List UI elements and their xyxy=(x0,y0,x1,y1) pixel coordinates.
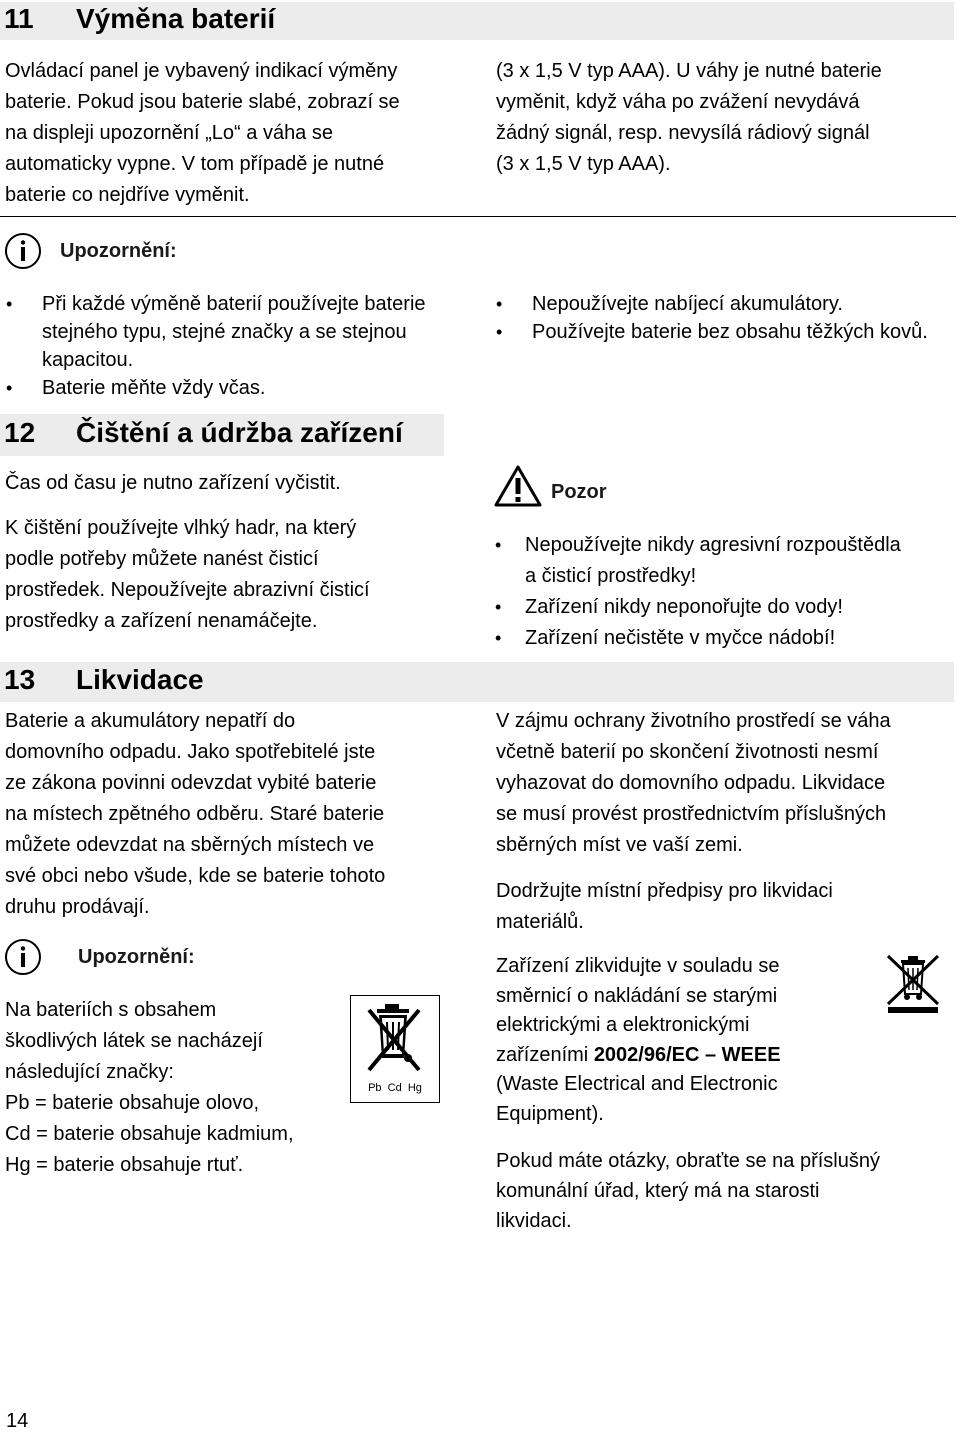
text-line: komunální úřad, který má na starosti xyxy=(496,1180,820,1202)
section-12-heading xyxy=(4,417,403,449)
text-line: elektrickými a elektronickými xyxy=(496,1014,750,1036)
list-item: • Při každé výměně baterií používejte baterie stejného typu, stejné značky a se stejnou kapacitou. xyxy=(6,290,436,374)
text-line: směrnicí o nakládání se starými xyxy=(496,984,778,1007)
text-line: baterie. Pokud jsou baterie slabé, zobrazí se xyxy=(5,91,400,113)
text-line: domovního odpadu. Jako spotřebitelé jste xyxy=(5,741,376,763)
section-13-heading xyxy=(4,664,204,696)
s13-right-paragraph-1 xyxy=(496,706,956,861)
text-line: žádný signál, resp. nevysílá rádiový signál xyxy=(496,122,870,144)
text-line: V zájmu ochrany životního prostředí se váha xyxy=(496,710,891,732)
crossed-bin-icon xyxy=(351,998,439,1078)
note1-right-list xyxy=(496,290,946,346)
s11-left-paragraph xyxy=(5,56,475,211)
s13-right-paragraph-4 xyxy=(496,1146,956,1236)
text-line: škodlivých látek se nacházejí xyxy=(5,1030,263,1052)
section-number: 13 xyxy=(4,664,36,695)
text-line: (3 x 1,5 V typ AAA). xyxy=(496,153,671,175)
text-line: Ovládací panel je vybavený indikací výměny xyxy=(5,60,398,82)
battery-disposal-symbol xyxy=(350,995,440,1103)
text-line: automaticky vypne. V tom případě je nutné xyxy=(5,153,385,175)
section-11-heading xyxy=(4,3,275,35)
text-span: zařízeními xyxy=(496,1043,594,1066)
text-line: včetně baterií po skončení životnosti nesmí xyxy=(496,741,879,763)
warning-list xyxy=(495,530,915,654)
horizontal-rule xyxy=(0,216,956,217)
battery-symbol-text: Pb Cd Hg xyxy=(368,1082,422,1094)
text-line: na místech zpětného odběru. Staré baterie xyxy=(5,803,385,825)
section-title: Výměna baterií xyxy=(76,3,276,34)
note-label: Upozornění: xyxy=(78,946,195,968)
text-line: Baterie a akumulátory nepatří do xyxy=(5,710,296,732)
text-line: podle potřeby můžete nanést čisticí xyxy=(5,548,319,570)
warning-icon xyxy=(493,464,543,508)
list-item: • Zařízení nikdy neponořujte do vody! xyxy=(495,592,915,623)
text-line: materiálů. xyxy=(496,911,584,933)
section-number: 11 xyxy=(4,3,34,34)
s13-note-paragraph xyxy=(5,995,350,1181)
section-title: Čištění a údržba zařízení xyxy=(76,417,403,448)
s13-left-paragraph xyxy=(5,706,475,923)
s13-right-paragraph-2 xyxy=(496,876,956,938)
text-line: následující značky: xyxy=(5,1061,174,1083)
list-item: • Baterie měňte vždy včas. xyxy=(6,374,436,402)
text-line: Pokud máte otázky, obraťte se na příslušný xyxy=(496,1150,880,1172)
text-line: Equipment). xyxy=(496,1102,604,1125)
section-title: Likvidace xyxy=(76,664,204,695)
text-line: (3 x 1,5 V typ AAA). U váhy je nutné baterie xyxy=(496,60,882,82)
text-line: Pb = baterie obsahuje olovo, xyxy=(5,1092,260,1114)
text-line: prostředky a zařízení nenamáčejte. xyxy=(5,610,318,632)
text-line: Na bateriích s obsahem xyxy=(5,999,217,1021)
note-label: Upozornění: xyxy=(60,240,177,262)
text-line: druhu prodávají. xyxy=(5,896,150,918)
text-line: Cd = baterie obsahuje kadmium, xyxy=(5,1123,294,1145)
info-icon xyxy=(4,232,42,270)
text-line: sběrných míst ve vaší zemi. xyxy=(496,834,743,856)
section-number: 12 xyxy=(4,417,36,448)
note1-left-list xyxy=(6,290,436,402)
page-number: 14 xyxy=(6,1410,29,1432)
text-line: ze zákona povinni odevzdat vybité baterie xyxy=(5,772,377,794)
s12-paragraph-1: Čas od času je nutno zařízení vyčistit. xyxy=(5,472,341,494)
s13-weee-paragraph xyxy=(496,952,876,1129)
text-line: vyměnit, když váha po zvážení nevydává xyxy=(496,91,860,113)
text-line: Hg = baterie obsahuje rtuť. xyxy=(5,1154,244,1176)
text-line: své obci nebo všude, kde se baterie tohoto xyxy=(5,865,386,887)
text-line: baterie co nejdříve vyměnit. xyxy=(5,184,250,206)
s11-right-paragraph xyxy=(496,56,956,180)
text-line: prostředek. Nepoužívejte abrazivní čisticí xyxy=(5,579,370,601)
text-line: K čištění používejte vlhký hadr, na který xyxy=(5,517,357,539)
text-line: Zařízení zlikvidujte v souladu se xyxy=(496,955,780,977)
list-item: • Zařízení nečistěte v myčce nádobí! xyxy=(495,623,915,654)
info-icon xyxy=(4,938,42,976)
text-line: likvidaci. xyxy=(496,1210,572,1232)
weee-crossed-bin-icon xyxy=(882,952,944,1014)
text-line: na displeji upozornění „Lo“ a váha se xyxy=(5,122,333,144)
directive-reference: 2002/96/EC – WEEE xyxy=(593,1043,781,1066)
text-line: vyhazovat do domovního odpadu. Likvidace xyxy=(496,772,886,794)
text-line xyxy=(496,1041,876,1071)
warning-label: Pozor xyxy=(551,481,607,503)
text-line: Dodržujte místní předpisy pro likvidaci xyxy=(496,880,833,902)
list-item: • Nepoužívejte nabíjecí akumulátory. xyxy=(496,290,946,318)
text-line: se musí provést prostřednictvím příslušných xyxy=(496,803,887,825)
s12-paragraph-2 xyxy=(5,513,475,637)
text-line: můžete odevzdat na sběrných místech ve xyxy=(5,834,375,856)
list-item: • Používejte baterie bez obsahu těžkých kovů. xyxy=(496,318,946,346)
text-line: (Waste Electrical and Electronic xyxy=(496,1073,778,1095)
list-item: • Nepoužívejte nikdy agresivní rozpouštědla a čisticí prostředky! xyxy=(495,530,915,592)
